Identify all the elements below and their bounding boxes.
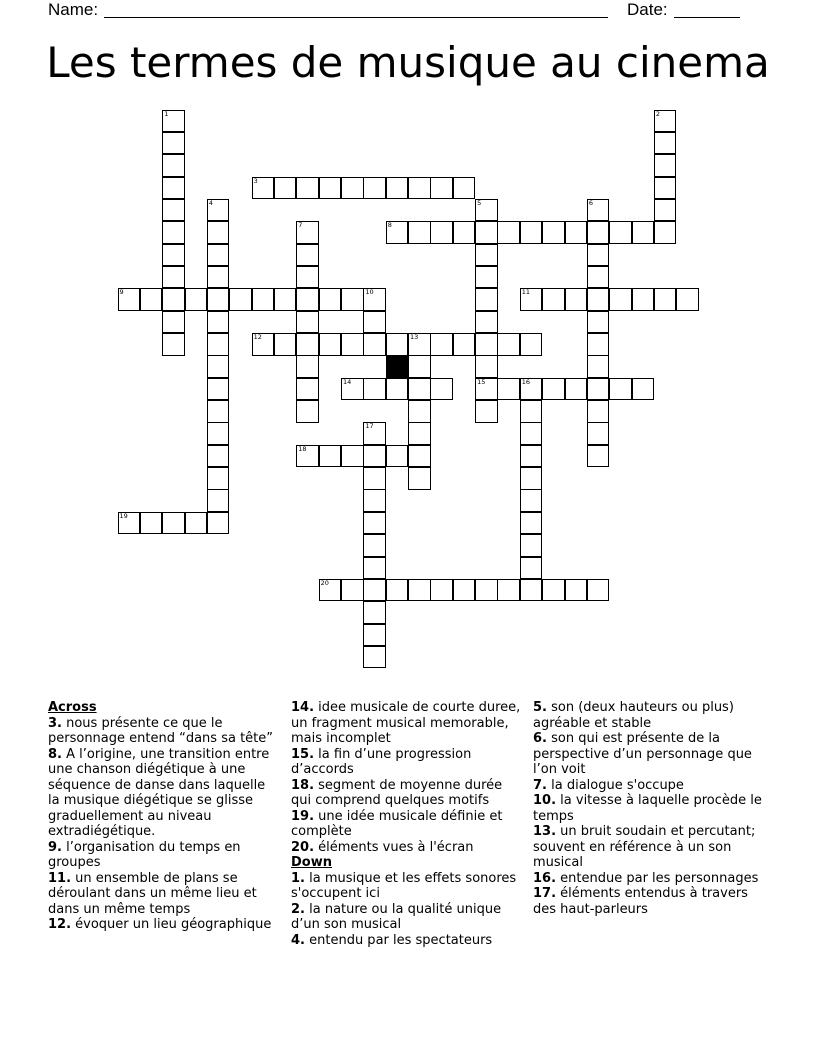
- grid-cell[interactable]: [296, 400, 319, 423]
- date-field[interactable]: [674, 17, 740, 18]
- grid-cell[interactable]: [341, 445, 364, 468]
- grid-cell[interactable]: [162, 244, 185, 267]
- clue-text: idee musicale de courte duree, un fragment musical memorable, mais incomplet: [291, 700, 521, 746]
- clue-number: 5: [477, 198, 482, 207]
- clue-text: la nature ou la qualité unique d’un son musical: [291, 901, 502, 932]
- grid-cell[interactable]: [207, 400, 230, 423]
- grid-cell[interactable]: [274, 333, 297, 356]
- clue-number: 15: [477, 377, 486, 386]
- grid-cell[interactable]: [341, 579, 364, 602]
- grid-cell[interactable]: [565, 378, 588, 401]
- clue-number: 13: [410, 333, 419, 341]
- grid-cell[interactable]: [408, 378, 431, 401]
- grid-cell[interactable]: [207, 266, 230, 289]
- grid-cell[interactable]: [475, 221, 498, 244]
- clue-text: entendu par les spectateurs: [304, 932, 493, 948]
- grid-cell[interactable]: [408, 579, 431, 602]
- clue-number: 9.: [48, 839, 62, 855]
- grid-cell[interactable]: [497, 333, 520, 356]
- clues-column-2: [291, 700, 521, 948]
- grid-cell[interactable]: [475, 311, 498, 334]
- down-clue: [533, 700, 771, 731]
- grid-cell[interactable]: [296, 445, 319, 468]
- grid-cell[interactable]: [185, 288, 208, 311]
- grid-cell[interactable]: [587, 199, 610, 222]
- clue-text: évoquer un lieu géographique: [71, 917, 272, 932]
- grid-cell[interactable]: [520, 400, 543, 423]
- grid-cell[interactable]: [386, 333, 409, 356]
- grid-cell[interactable]: [363, 601, 386, 624]
- grid-cell[interactable]: [587, 221, 610, 244]
- across-clue: [291, 700, 521, 747]
- clue-number: 7: [298, 221, 303, 230]
- clue-number: 14: [343, 377, 352, 386]
- grid-cell[interactable]: [207, 378, 230, 401]
- grid-cell[interactable]: [363, 467, 386, 490]
- grid-cell[interactable]: [363, 646, 386, 669]
- grid-cell[interactable]: [363, 288, 386, 311]
- down-clue: [533, 824, 771, 871]
- grid-cell[interactable]: [542, 221, 565, 244]
- name-label: Name:: [48, 0, 99, 19]
- down-clue: [533, 886, 771, 917]
- down-clue: [533, 731, 771, 778]
- clue-text: éléments vues à l'écran: [314, 839, 474, 855]
- grid-cell[interactable]: [207, 489, 230, 512]
- grid-cell[interactable]: [341, 378, 364, 401]
- grid-cell[interactable]: [587, 445, 610, 468]
- down-clue: [533, 778, 771, 794]
- grid-cell[interactable]: [430, 333, 453, 356]
- clue-number: 10: [365, 288, 374, 297]
- grid-cell[interactable]: [609, 378, 632, 401]
- grid-cell[interactable]: [341, 333, 364, 356]
- grid-cell[interactable]: [609, 221, 632, 244]
- clue-text: son (deux hauteurs ou plus) agréable et stable: [533, 700, 734, 731]
- clues-column-1: [48, 700, 280, 933]
- grid-cell[interactable]: [363, 445, 386, 468]
- clue-text: la fin d’une progression d’accords: [291, 746, 472, 777]
- grid-cell[interactable]: [363, 333, 386, 356]
- grid-cell[interactable]: [587, 333, 610, 356]
- grid-cell[interactable]: [296, 355, 319, 378]
- grid-cell[interactable]: [386, 579, 409, 602]
- clue-text: la dialogue s'occupe: [546, 777, 684, 793]
- down-clue: [533, 793, 771, 824]
- grid-cell[interactable]: [475, 288, 498, 311]
- grid-cell[interactable]: [408, 445, 431, 468]
- clue-number: 10.: [533, 793, 557, 808]
- grid-cell[interactable]: [609, 288, 632, 311]
- grid-cell[interactable]: [408, 422, 431, 445]
- grid-cell[interactable]: [252, 333, 275, 356]
- clue-number: 3.: [48, 715, 62, 731]
- clue-number: 6.: [533, 731, 547, 746]
- clue-number: 12: [253, 333, 262, 341]
- clue-number: 6: [588, 198, 593, 207]
- clue-number: 1: [164, 109, 169, 118]
- grid-cell[interactable]: [408, 355, 431, 378]
- grid-cell[interactable]: [363, 422, 386, 445]
- down-heading: Down: [291, 855, 332, 870]
- grid-cell[interactable]: [654, 110, 677, 133]
- grid-cell[interactable]: [587, 378, 610, 401]
- grid-cell[interactable]: [140, 288, 163, 311]
- clue-number: 7.: [533, 777, 547, 793]
- grid-cell[interactable]: [162, 132, 185, 155]
- grid-cell[interactable]: [296, 288, 319, 311]
- grid-cell[interactable]: [207, 288, 230, 311]
- grid-cell[interactable]: [475, 199, 498, 222]
- grid-cell[interactable]: [520, 467, 543, 490]
- grid-cell[interactable]: [386, 177, 409, 200]
- grid-cell[interactable]: [207, 199, 230, 222]
- grid-cell[interactable]: [430, 378, 453, 401]
- grid-cell[interactable]: [363, 534, 386, 557]
- grid-cell[interactable]: [542, 288, 565, 311]
- grid-cell[interactable]: [296, 378, 319, 401]
- grid-cell[interactable]: [207, 311, 230, 334]
- grid-cell[interactable]: [632, 378, 655, 401]
- grid-cell[interactable]: [162, 266, 185, 289]
- clue-text: A l’origine, une transition entre une chanson diégétique à une séquence de danse dans laquelle la musique diégétique se glisse graduellement au niveau extradiégétique.: [48, 746, 270, 839]
- clue-number: 9: [119, 288, 124, 297]
- grid-cell[interactable]: [520, 288, 543, 311]
- grid-cell[interactable]: [587, 311, 610, 334]
- grid-cell[interactable]: [497, 378, 520, 401]
- grid-cell[interactable]: [497, 221, 520, 244]
- grid-cell[interactable]: [654, 199, 677, 222]
- clue-number: 11: [521, 288, 531, 297]
- clue-number: 11.: [48, 870, 72, 886]
- grid-cell[interactable]: [162, 110, 185, 133]
- grid-cell[interactable]: [363, 624, 386, 647]
- grid-cell[interactable]: [229, 288, 252, 311]
- clue-number: 16.: [533, 870, 557, 886]
- grid-cell[interactable]: [363, 177, 386, 200]
- grid-cell[interactable]: [430, 221, 453, 244]
- down-clue: [533, 871, 771, 887]
- clue-number: 4: [208, 198, 214, 207]
- grid-cell[interactable]: [363, 579, 386, 602]
- grid-cell[interactable]: [185, 512, 208, 535]
- grid-cell[interactable]: [475, 244, 498, 267]
- clue-number: 12.: [48, 917, 72, 932]
- clue-number: 1.: [291, 870, 305, 886]
- across-clue: [48, 716, 280, 747]
- across-heading: Across: [48, 700, 97, 715]
- grid-cell[interactable]: [475, 400, 498, 423]
- grid-cell[interactable]: [319, 177, 342, 200]
- clue-number: 4.: [291, 932, 305, 948]
- grid-cell[interactable]: [565, 288, 588, 311]
- clue-number: 13.: [533, 824, 557, 839]
- grid-cell[interactable]: [408, 467, 431, 490]
- across-clue: [291, 809, 521, 840]
- grid-cell[interactable]: [274, 177, 297, 200]
- grid-cell[interactable]: [632, 221, 655, 244]
- across-clue: [48, 840, 280, 871]
- grid-cell[interactable]: [520, 221, 543, 244]
- grid-cell[interactable]: [654, 288, 677, 311]
- grid-cell[interactable]: [542, 378, 565, 401]
- grid-cell[interactable]: [408, 177, 431, 200]
- clue-number: 3: [253, 176, 258, 185]
- clues-column-3: [533, 700, 771, 917]
- grid-cell[interactable]: [207, 221, 230, 244]
- header: [48, 0, 748, 22]
- page-title: Les termes de musique au cinema: [46, 38, 770, 87]
- grid-cell[interactable]: [296, 266, 319, 289]
- grid-cell[interactable]: [207, 445, 230, 468]
- grid-cell[interactable]: [252, 288, 275, 311]
- grid-cell[interactable]: [162, 311, 185, 334]
- across-clue: [48, 917, 280, 933]
- grid-cell[interactable]: [475, 266, 498, 289]
- grid-cell[interactable]: [296, 333, 319, 356]
- grid-cell[interactable]: [587, 422, 610, 445]
- grid-cell[interactable]: [162, 288, 185, 311]
- grid-cell[interactable]: [386, 378, 409, 401]
- grid-cell[interactable]: [207, 355, 230, 378]
- grid-cell[interactable]: [162, 177, 185, 200]
- clue-number: 19.: [291, 808, 315, 824]
- grid-cell[interactable]: [587, 400, 610, 423]
- black-square: [386, 355, 409, 378]
- across-clue: [48, 747, 280, 840]
- grid-cell[interactable]: [118, 512, 141, 535]
- grid-cell[interactable]: [408, 333, 431, 356]
- grid-cell[interactable]: [520, 489, 543, 512]
- grid-cell[interactable]: [207, 333, 230, 356]
- grid-cell[interactable]: [453, 177, 476, 200]
- grid-cell[interactable]: [252, 177, 275, 200]
- clue-number: 20: [320, 578, 329, 587]
- grid-cell[interactable]: [587, 579, 610, 602]
- grid-cell[interactable]: [453, 333, 476, 356]
- down-clue: [291, 933, 521, 949]
- grid-cell[interactable]: [319, 288, 342, 311]
- grid-cell[interactable]: [408, 400, 431, 423]
- grid-cell[interactable]: [118, 288, 141, 311]
- grid-cell[interactable]: [475, 355, 498, 378]
- name-field[interactable]: [104, 17, 608, 18]
- grid-cell[interactable]: [341, 288, 364, 311]
- grid-cell[interactable]: [386, 221, 409, 244]
- clue-number: 16: [521, 377, 531, 386]
- grid-cell[interactable]: [520, 557, 543, 580]
- grid-cell[interactable]: [341, 177, 364, 200]
- grid-cell[interactable]: [453, 221, 476, 244]
- clue-text: entendue par les personnages: [556, 870, 759, 886]
- grid-cell[interactable]: [632, 288, 655, 311]
- across-clue: [291, 747, 521, 778]
- clue-number: 18.: [291, 777, 315, 793]
- grid-cell[interactable]: [520, 445, 543, 468]
- grid-cell[interactable]: [676, 288, 699, 311]
- clue-text: un bruit soudain et percutant; souvent en référence à un son musical: [533, 824, 756, 870]
- grid-cell[interactable]: [475, 378, 498, 401]
- grid-cell[interactable]: [140, 512, 163, 535]
- grid-cell[interactable]: [296, 221, 319, 244]
- grid-cell[interactable]: [319, 579, 342, 602]
- grid-cell[interactable]: [296, 311, 319, 334]
- clue-number: 14.: [291, 700, 315, 715]
- grid-cell[interactable]: [565, 221, 588, 244]
- clue-number: 17.: [533, 886, 557, 901]
- clue-number: 2: [655, 109, 661, 118]
- grid-cell[interactable]: [654, 132, 677, 155]
- grid-cell[interactable]: [520, 378, 543, 401]
- grid-cell[interactable]: [587, 266, 610, 289]
- grid-cell[interactable]: [587, 244, 610, 267]
- grid-cell[interactable]: [497, 579, 520, 602]
- grid-cell[interactable]: [520, 422, 543, 445]
- clue-number: 2.: [291, 901, 305, 917]
- grid-cell[interactable]: [363, 557, 386, 580]
- grid-cell[interactable]: [363, 378, 386, 401]
- clue-text: un ensemble de plans se déroulant dans un même lieu et dans un même temps: [48, 870, 257, 917]
- grid-cell[interactable]: [319, 445, 342, 468]
- across-clue: [291, 840, 521, 856]
- grid-cell[interactable]: [274, 288, 297, 311]
- clue-text: la vitesse à laquelle procède le temps: [533, 793, 762, 824]
- grid-cell[interactable]: [296, 177, 319, 200]
- grid-cell[interactable]: [520, 333, 543, 356]
- clue-text: une idée musicale définie et complète: [291, 808, 503, 839]
- grid-cell[interactable]: [475, 579, 498, 602]
- grid-cell[interactable]: [565, 579, 588, 602]
- grid-cell[interactable]: [520, 534, 543, 557]
- grid-cell[interactable]: [207, 244, 230, 267]
- clue-text: l’organisation du temps en groupes: [48, 839, 241, 870]
- grid-cell[interactable]: [162, 221, 185, 244]
- grid-cell[interactable]: [587, 288, 610, 311]
- grid-cell[interactable]: [475, 333, 498, 356]
- grid-cell[interactable]: [207, 512, 230, 535]
- grid-cell[interactable]: [363, 489, 386, 512]
- across-clue: [48, 871, 280, 918]
- grid-cell[interactable]: [654, 154, 677, 177]
- grid-cell[interactable]: [587, 355, 610, 378]
- grid-cell[interactable]: [162, 199, 185, 222]
- clue-text: segment de moyenne durée qui comprend quelques motifs: [291, 777, 503, 808]
- grid-cell[interactable]: [319, 333, 342, 356]
- clue-number: 8.: [48, 746, 62, 762]
- clue-text: son qui est présente de la perspective d’un personnage que l’on voit: [533, 731, 752, 777]
- date-label: Date:: [627, 0, 668, 19]
- grid-cell[interactable]: [520, 579, 543, 602]
- grid-cell[interactable]: [430, 579, 453, 602]
- grid-cell[interactable]: [162, 333, 185, 356]
- clue-number: 20.: [291, 839, 315, 855]
- grid-cell[interactable]: [453, 579, 476, 602]
- clue-text: nous présente ce que le personnage entend “dans sa tête”: [48, 715, 273, 746]
- grid-cell[interactable]: [296, 244, 319, 267]
- grid-cell[interactable]: [430, 177, 453, 200]
- grid-cell[interactable]: [386, 445, 409, 468]
- grid-cell[interactable]: [363, 311, 386, 334]
- grid-cell[interactable]: [207, 467, 230, 490]
- grid-cell[interactable]: [363, 512, 386, 535]
- clue-number: 8: [387, 221, 392, 230]
- down-clue: [291, 871, 521, 902]
- clue-text: éléments entendus à travers des haut-parleurs: [533, 886, 748, 917]
- grid-cell[interactable]: [162, 512, 185, 535]
- grid-cell[interactable]: [162, 154, 185, 177]
- grid-cell[interactable]: [207, 422, 230, 445]
- grid-cell[interactable]: [542, 579, 565, 602]
- grid-cell[interactable]: [520, 512, 543, 535]
- grid-cell[interactable]: [654, 221, 677, 244]
- grid-cell[interactable]: [654, 177, 677, 200]
- clue-number: 19: [119, 511, 128, 520]
- grid-cell[interactable]: [408, 221, 431, 244]
- clue-number: 17: [365, 422, 374, 431]
- clue-number: 15.: [291, 746, 315, 762]
- clue-number: 5.: [533, 700, 547, 715]
- clue-number: 18: [298, 444, 307, 453]
- clue-text: la musique et les effets sonores s'occupent ici: [291, 870, 517, 901]
- across-clue: [291, 778, 521, 809]
- down-clue: [291, 902, 521, 933]
